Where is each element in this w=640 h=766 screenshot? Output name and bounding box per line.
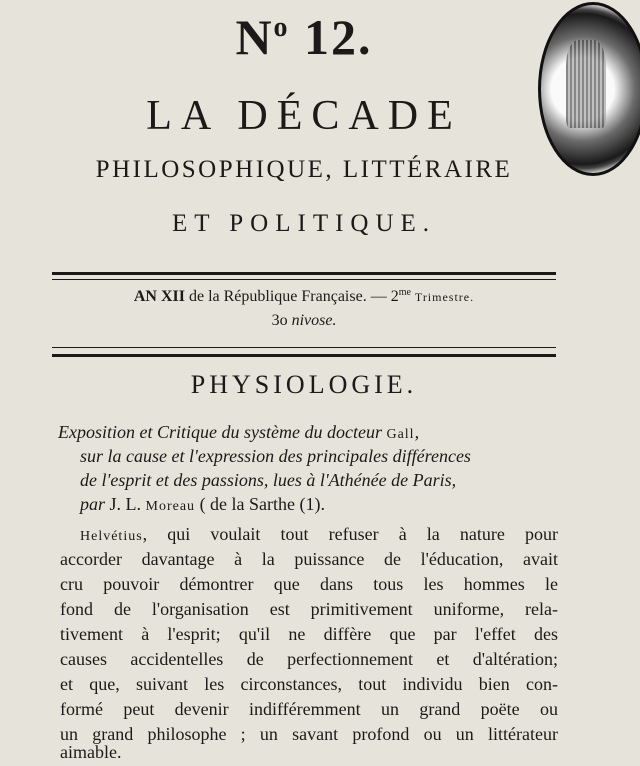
body-text-line: et que, suivant les circonstances, tout individu bien con- — [60, 674, 558, 694]
section-title: PHYSIOLOGIE. — [190, 370, 418, 399]
body-text-line: formé peut devenir indifféremment un grand poëte ou — [60, 699, 558, 719]
issue-date: 3o nivose. — [271, 312, 337, 329]
article-lead-line: par J. L. Moreau ( de la Sarthe (1). — [80, 494, 326, 514]
body-text-line: accorder davantage à la puissance de l'éducation, avait — [60, 549, 558, 569]
body-text-line: Helvétius, qui voulait tout refuser à la nature pour — [80, 524, 558, 544]
body-text-line: fond de l'organisation est primitivement uniforme, rela- — [60, 599, 558, 619]
divider-thin — [52, 347, 556, 348]
body-text-line: causes accidentelles de perfectionnement et d'altération; — [60, 649, 558, 669]
article-lead-line: de l'esprit et des passions, lues à l'Athénée de Paris, — [80, 470, 457, 490]
body-text-line: tivement à l'esprit; qu'il ne diffère que par l'effet des — [60, 624, 558, 644]
body-text-line: cru pouvoir démontrer que dans tous les hommes le — [60, 574, 558, 594]
journal-subtitle-line1: PHILOSOPHIQUE, LITTÉRAIRE — [95, 156, 513, 183]
issue-number: $N^o$ 12. — [235, 9, 373, 65]
divider-thick — [52, 354, 556, 357]
article-lead-line: sur la cause et l'expression des principales différences — [80, 446, 471, 466]
body-text-line: aimable. — [60, 742, 122, 762]
divider-thin — [52, 279, 556, 280]
body-text-line: un grand philosophe ; un savant profond ou un littérateur — [60, 724, 558, 744]
journal-subtitle-line2: ET POLITIQUE. — [171, 210, 437, 237]
divider-thick — [52, 272, 556, 275]
article-lead-line: Exposition et Critique du système du docteur Gall, — [58, 422, 420, 442]
journal-title: LA DÉCADE — [146, 93, 462, 139]
dateline: AN XII de la République Française. — $2^{me}$ Trimestre. — [133, 287, 475, 305]
